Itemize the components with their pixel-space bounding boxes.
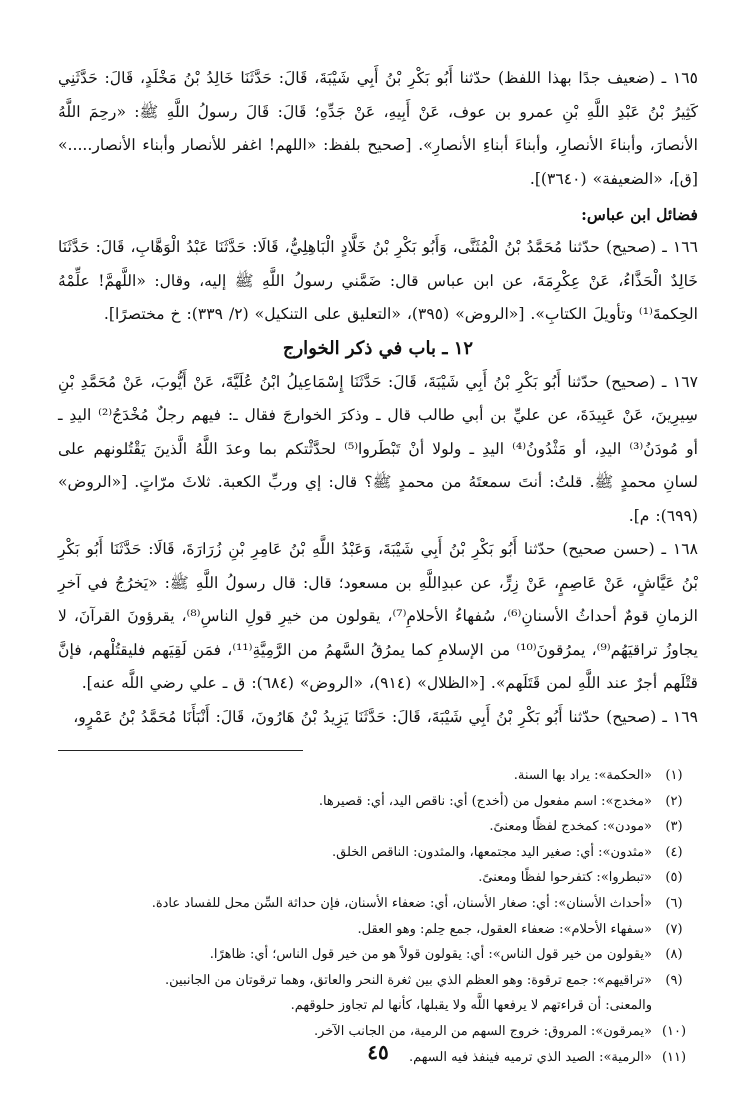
footnote-6 [58,891,696,917]
hadith-166: ١٦٦ ـ (صحيح) حدّثنا مُحَمَّدُ بْنُ الْمُثَنَّى، وَأَبُو بَكْرِ بْنُ خَلَّادٍ الْبَاهِلِيُّ، قَالَا: حَدَّثَنَا عَبْدُ الْوَهَّابِ، قَالَ: حَدَّثَنَا خَالِدٌ الْحَذَّاءُ، عَنْ عِكْرِمَةَ، عن ابن عباس قال: ضَمَّني رسولُ اللَّهِ ﷺ إليه، وقال: «اللَّهمَّ! علِّمْهُ الحِكمةَ⁽¹⁾ وتأويلَ الكتابِ». [«الروض» (٣٩٥)، «التعليق على التنكيل» (٢/ ٣٣٩): خ مختصرًا]. [58,238,698,323]
footnote-number: (١١) [661,1049,687,1065]
footnote-text: «مثدون»: أي: صغير اليد مجتمعها، والمثدون: الناقص الخلق. [331,844,652,860]
footnote-5 [58,865,696,891]
footnote-text: «تبطروا»: كتفرحوا لفظًا ومعنىً. [478,870,652,886]
footnote-text: «يقولون من خير قول الناس»: أي: يقولون قولاً هو من خير قول الناس؛ أي: ظاهرًا. [209,947,652,963]
footnote-number: (٦) [665,895,683,911]
footnote-text: «يمرقون»: المروق: خروج السهم من الرمية، من الجانب الآخر. [313,1023,652,1039]
footnote-text: «الرمية»: الصيد الذي ترميه فينفذ فيه السهم. [408,1049,652,1065]
footnote-number: (٩) [665,972,683,988]
hadith-169: ١٦٩ ـ (صحيح) حدّثنا أَبُو بَكْرِ بْنُ أَبِي شَيْبَةَ، قَالَ: حَدَّثَنَا يَزِيدُ بْنُ هَارُونَ، قَالَ: أَنْبَأَنَا مُحَمَّدُ بْنُ عَمْرٍو، [73,707,698,726]
footnote-3 [58,814,696,840]
footnote-number: (٥) [665,870,683,886]
hadith-167: ١٦٧ ـ (صحيح) حدّثنا أَبُو بَكْرِ بْنُ أَبِي شَيْبَةَ، قَالَ: حَدَّثَنَا إِسْمَاعِيلُ ابْنُ عُلَيَّةَ، عَنْ أَيُّوبَ، عَنْ مُحَمَّدِ بْنِ سِيرِينَ، عَنْ عَبِيدَةَ، عن عليِّ بن أبي طالب قال ـ وذكرَ الخوارجَ فقال ـ: فيهم رجلٌ مُخْدَجُ⁽²⁾ اليدِ ـ أو مُودَنُ⁽³⁾ اليدِ، أو مَثْدُونُ⁽⁴⁾ اليدِ ـ ولولا أنْ تَبْطَروا⁽⁵⁾ لحدَّثْتكم بما وعدَ اللَّهُ الَّذينَ يَقْتُلونهم على لسانِ محمدٍ ﷺ. قلتُ: أنتَ سمعتَهُ من محمدٍ ﷺ؟ قال: إي وربِّ الكعبة. ثلاثَ مرّاتٍ. [«الروض» (٦٩٩): م]. [58,372,698,525]
footnote-text: «مودن»: كمخدج لفظًا ومعنىً. [489,819,652,835]
footnote-number: (١٠) [661,1023,687,1039]
footnote-number: (٣) [665,819,683,835]
footnote-number: (٢) [665,793,683,809]
footnote-2 [58,789,696,815]
chapter-title: ١٢ ـ باب في ذكر الخوارج [282,337,474,359]
footnote-4 [58,840,696,866]
footnote-text: «تراقيهم»: جمع ترقوة: وهو العظم الذي بين ثغرة النحر والعاتق، وهما ترقوتان من الجانبين. [165,972,652,988]
footnote-number: (١) [665,768,683,783]
section-heading: فضائل ابن عباس: [581,205,698,224]
footnote-text: «سفهاء الأحلام»: ضعفاء العقول، جمع حِلم: وهو العقل. [357,921,652,937]
footnote-rule [58,750,303,751]
footnote-text: «مخدج»: اسم مفعول من (أخدج) أي: ناقص اليد، أي: قصيرها. [318,793,652,809]
footnote-number: (٧) [665,921,683,937]
footnote-9 [58,968,696,994]
footnote-7 [58,917,696,943]
hadith-165: ١٦٥ ـ (ضعيف جدًا بهذا اللفظ) حدّثنا أَبُو بَكْرِ بْنُ أَبِي شَيْبَةَ، قَالَ: حَدَّثَنَا خَالِدُ بْنُ مَخْلَدٍ، قَالَ: حَدَّثَنِي كَثِيرُ بْنُ عَبْدِ اللَّهِ بْنِ عمرو بن عوف، عَنْ أَبِيهِ، عَنْ جَدِّهِ؛ قَالَ: قَالَ رسولُ اللَّهِ ﷺ: «رحِمَ اللَّهُ الأنصارَ، وأبناءَ الأنصارِ، وأبناءَ أبناءِ الأنصارِ». [صحيح بلفظ: «اللهم! اغفر للأنصار وأبناء الأنصار.....» [ق]، «الضعيفة» (٣٦٤٠)]. [58,69,698,188]
footnote-number: (٤) [665,844,683,860]
footnote-text: «الحكمة»: يراد بها السنة. [513,768,652,783]
footnote-9-continuation: والمعنى: أن قراءتهم لا يرفعها اللَّه ولا يقبلها، كأنها لم تجاوز حلوقهم. [290,998,652,1014]
footnote-1 [58,763,696,789]
footnote-number: (٨) [665,947,683,963]
page-number: ٤٥ [367,1040,389,1064]
footnotes [58,763,698,1070]
footnote-8 [58,942,696,968]
footnote-text: «أحداث الأسنان»: أي: صغار الأسنان، أي: ضعفاء الأسنان، فإن حداثة السِّن محل للفساد عادة. [151,895,652,911]
hadith-168: ١٦٨ ـ (حسن صحيح) حدّثنا أَبُو بَكْرِ بْنُ أَبِي شَيْبَةَ، وَعَبْدُ اللَّهِ بْنُ عَامِرِ بْنِ زُرَارَةَ، قَالَا: حَدَّثَنَا أَبُو بَكْرِ بْنُ عَيَّاشٍ، عَنْ عَاصِمٍ، عَنْ زِرٍّ، عن عبدِاللَّهِ بن مسعود؛ قال: قال رسولُ اللَّهِ ﷺ: «يَخرُجُ في آخرِ الزمانِ قومٌ أحداثُ الأسنانِ⁽⁶⁾، سُفهاءُ الأحلامِ⁽⁷⁾، يقولون من خيرِ قولِ الناسِ⁽⁸⁾، يقرؤونَ القرآنَ، لا يجاوزُ تراقيَهُم⁽⁹⁾، يمرُقونَ⁽¹⁰⁾ من الإسلامِ كما يمرُقُ السَّهمُ من الرَّمِيَّةِ⁽¹¹⁾، فمَن لَقِيَهم فليقتُلْهم، فإنَّ قتْلَهم أجرٌ عند اللَّهِ لمن قَتَلَهم». [«الظلال» (٩١٤)، «الروض» (٦٨٤): ق ـ علي رضي اللَّه عنه]. [58,540,698,692]
footnote-separator [58,750,698,751]
